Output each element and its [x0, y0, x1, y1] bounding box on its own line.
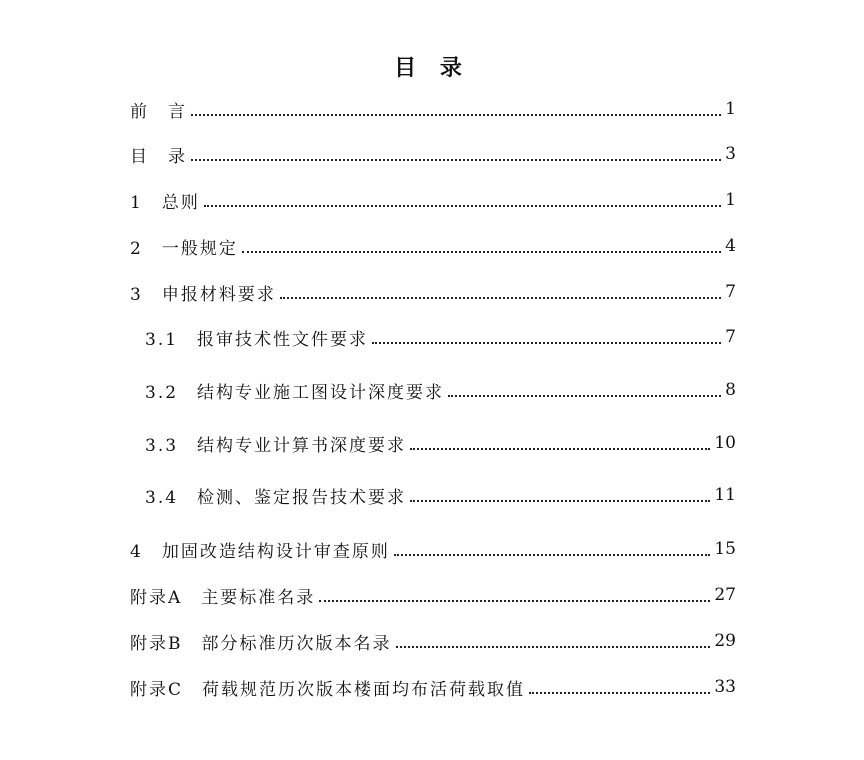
toc-entry-label: 2 一般规定: [130, 238, 238, 259]
toc-entry-2[interactable]: [130, 231, 736, 261]
toc-leader-dots: [319, 580, 710, 610]
toc-entry-appendix-c[interactable]: [130, 672, 736, 702]
toc-entry-page: 1: [725, 190, 736, 210]
toc-entry-contents[interactable]: [130, 139, 736, 169]
toc-entry-page: 1: [725, 99, 736, 119]
toc-entry-page: 10: [714, 433, 736, 453]
toc-entry-label: 目 录: [130, 146, 187, 167]
toc-title: 目 录: [394, 56, 470, 81]
toc-leader-dots: [410, 428, 710, 458]
toc-entry-page: 4: [725, 236, 736, 256]
toc-entry-label: 3.4 检测、鉴定报告技术要求: [145, 487, 407, 508]
toc-entry-3-4[interactable]: [145, 480, 736, 510]
toc-leader-dots: [242, 231, 721, 261]
toc-leader-dots: [280, 277, 721, 307]
toc-leader-dots: [410, 480, 710, 510]
toc-entry-appendix-b[interactable]: [130, 626, 736, 656]
toc-leader-dots: [394, 534, 711, 564]
toc-entry-3-3[interactable]: [145, 428, 736, 458]
toc-entry-label: 3.3 结构专业计算书深度要求: [145, 435, 407, 456]
toc-entry-label: 附录C 荷载规范历次版本楼面均布活荷载取值: [130, 679, 526, 700]
toc-entry-3[interactable]: [130, 277, 736, 307]
toc-entry-page: 7: [725, 327, 736, 347]
toc-leader-dots: [204, 185, 721, 215]
toc-entry-label: 4 加固改造结构设计审查原则: [130, 541, 390, 562]
toc-entry-1[interactable]: [130, 185, 736, 215]
toc-entry-label: 3 申报材料要求: [130, 284, 276, 305]
toc-leader-dots: [191, 139, 721, 169]
toc-leader-dots: [372, 322, 721, 352]
toc-entry-preface[interactable]: [130, 94, 736, 124]
toc-entry-label: 附录B 部分标准历次版本名录: [130, 633, 392, 654]
toc-entry-label: 3.1 报审技术性文件要求: [145, 329, 369, 350]
toc-entry-4[interactable]: [130, 534, 736, 564]
toc-leader-dots: [191, 94, 721, 124]
toc-entry-page: 27: [714, 585, 736, 605]
toc-entry-3-1[interactable]: [145, 322, 736, 352]
toc-leader-dots: [529, 672, 710, 702]
toc-entry-label: 前 言: [130, 101, 187, 122]
toc-entry-page: 29: [714, 631, 736, 651]
toc-entry-page: 7: [725, 282, 736, 302]
toc-entry-page: 8: [725, 380, 736, 400]
toc-entry-page: 3: [725, 144, 736, 164]
toc-entry-3-2[interactable]: [145, 375, 736, 405]
toc-entry-label: 1 总则: [130, 192, 200, 213]
toc-entry-label: 3.2 结构专业施工图设计深度要求: [145, 382, 445, 403]
toc-leader-dots: [396, 626, 711, 656]
toc-entry-page: 11: [714, 485, 736, 505]
toc-entry-appendix-a[interactable]: [130, 580, 736, 610]
toc-entry-label: 附录A 主要标准名录: [130, 587, 316, 608]
toc-entry-page: 15: [714, 539, 736, 559]
toc-entry-page: 33: [714, 677, 736, 697]
toc-leader-dots: [448, 375, 721, 405]
